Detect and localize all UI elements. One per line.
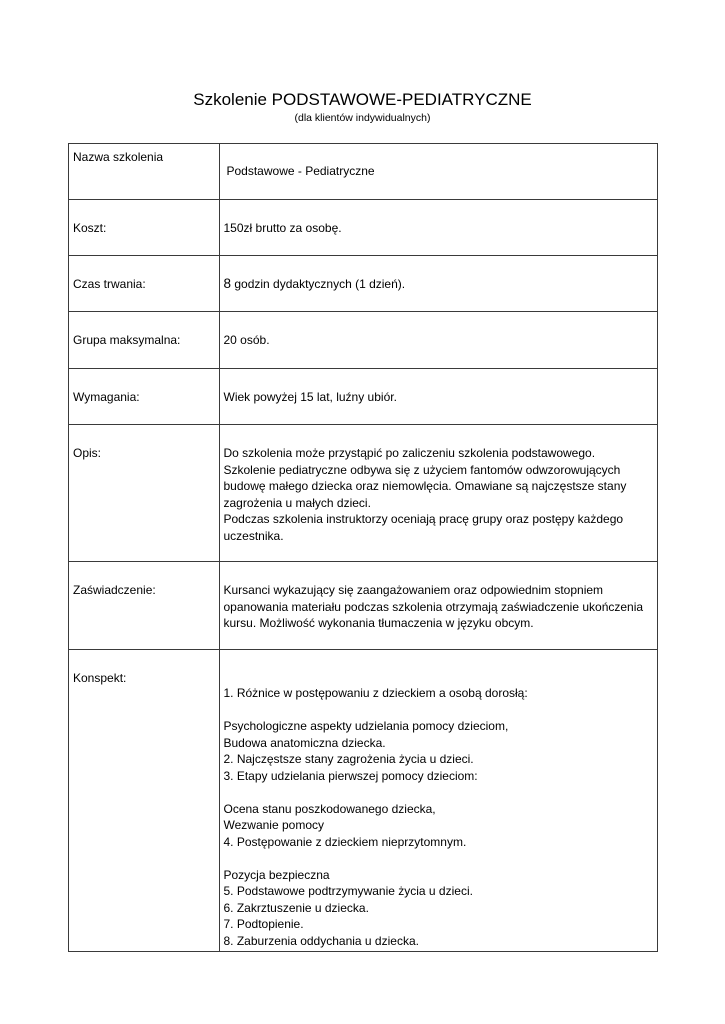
- value-cell: [219, 425, 658, 562]
- training-name-label: Nazwa szkolenia: [73, 150, 164, 164]
- outline-line: 4. Postępowanie z dzieckiem nieprzytomnym.: [223, 834, 467, 849]
- outline-line: Ocena stanu poszkodowanego dziecka,: [223, 801, 436, 816]
- paragraph-spacer: [224, 850, 658, 867]
- max-group-value: 20 osób.: [223, 333, 270, 347]
- value-cell: [219, 200, 658, 256]
- row-cost: [69, 200, 658, 256]
- outline-line: Wezwanie pomocy: [223, 818, 324, 832]
- training-name-value: Podstawowe - Pediatryczne: [226, 164, 375, 178]
- outline-line: 3. Etapy udzielania pierwszej pomocy dzieciom:: [223, 768, 478, 783]
- value-cell: [219, 312, 658, 369]
- requirements-label: Wymagania:: [73, 390, 140, 404]
- description-line: budowę małego dziecka oraz niemowlęcia. Omawiane są najczęstsze stany: [223, 479, 627, 493]
- duration-label: Czas trwania:: [73, 277, 146, 291]
- duration-hours-text: godzin dydaktycznych (1 dzień).: [231, 277, 406, 291]
- outline-line: 5. Podstawowe podtrzymywanie życia u dzieci.: [223, 884, 473, 898]
- description-line: Szkolenie pediatryczne odbywa się z użyciem fantomów odwzorowujących: [223, 462, 621, 477]
- certificate-text: [220, 562, 658, 632]
- training-info-table: [68, 143, 658, 952]
- description-text: [220, 425, 658, 544]
- value-cell: [219, 256, 658, 312]
- document-subtitle: (dla klientów indywidualnych): [294, 112, 431, 124]
- outline-line: Budowa anatomiczna dziecka.: [223, 735, 386, 750]
- label-cell: [69, 425, 220, 562]
- duration-hours-number: 8: [223, 276, 232, 291]
- outline-line: 6. Zakrztuszenie u dziecka.: [223, 900, 369, 915]
- outline-label: Konspekt:: [73, 671, 127, 685]
- requirements-value: Wiek powyżej 15 lat, luźny ubiór.: [223, 390, 397, 404]
- value-cell: [219, 369, 658, 425]
- max-group-label: Grupa maksymalna:: [73, 333, 181, 347]
- paragraph-spacer: [224, 702, 658, 719]
- document-title: Szkolenie PODSTAWOWE-PEDIATRYCZNE: [193, 90, 532, 109]
- certificate-line: opanowania materiału podczas szkolenia otrzymają zaświadczenie ukończenia: [223, 599, 644, 614]
- label-cell: [69, 369, 220, 425]
- value-cell: [219, 650, 658, 952]
- description-line: uczestnika.: [223, 528, 284, 543]
- label-cell: [69, 562, 220, 650]
- outline-line: Pozycja bezpieczna: [223, 867, 330, 882]
- certificate-label: Zaświadczenie:: [73, 583, 156, 597]
- row-description: [69, 425, 658, 562]
- outline-line: 2. Najczęstsze stany zagrożenia życia u dzieci.: [223, 752, 474, 766]
- value-cell: [219, 144, 658, 200]
- paragraph-spacer: [224, 784, 658, 801]
- label-cell: [69, 650, 220, 952]
- cost-value: 150zł brutto za osobę.: [223, 221, 342, 235]
- cost-label: Koszt:: [73, 221, 107, 235]
- certificate-line: Kursanci wykazujący się zaangażowaniem oraz odpowiednim stopniem: [223, 583, 604, 597]
- outline-line: 7. Podtopienie.: [223, 917, 304, 931]
- row-training-name: [69, 144, 658, 200]
- outline-list: [220, 650, 658, 949]
- description-line: Podczas szkolenia instruktorzy oceniają pracę grupy oraz postępy każdego: [223, 512, 624, 526]
- row-duration: [69, 256, 658, 312]
- duration-value: [220, 256, 658, 293]
- value-cell: [219, 562, 658, 650]
- row-requirements: [69, 369, 658, 425]
- label-cell: [69, 256, 220, 312]
- label-cell: [69, 312, 220, 369]
- description-line: zagrożenia u małych dzieci.: [223, 495, 371, 510]
- label-cell: [69, 200, 220, 256]
- row-outline: [69, 650, 658, 952]
- outline-line: 1. Różnice w postępowaniu z dzieckiem a osobą dorosłą:: [223, 686, 528, 700]
- row-certificate: [69, 562, 658, 650]
- label-cell: [69, 144, 220, 200]
- outline-line: 8. Zaburzenia oddychania u dziecka.: [223, 933, 419, 948]
- description-line: Do szkolenia może przystąpić po zaliczeniu szkolenia podstawowego.: [223, 446, 596, 460]
- row-max-group: [69, 312, 658, 369]
- certificate-line: kursu. Możliwość wykonania tłumaczenia w języku obcym.: [223, 616, 534, 630]
- outline-line: Psychologiczne aspekty udzielania pomocy dzieciom,: [223, 719, 509, 733]
- description-label: Opis:: [73, 446, 102, 460]
